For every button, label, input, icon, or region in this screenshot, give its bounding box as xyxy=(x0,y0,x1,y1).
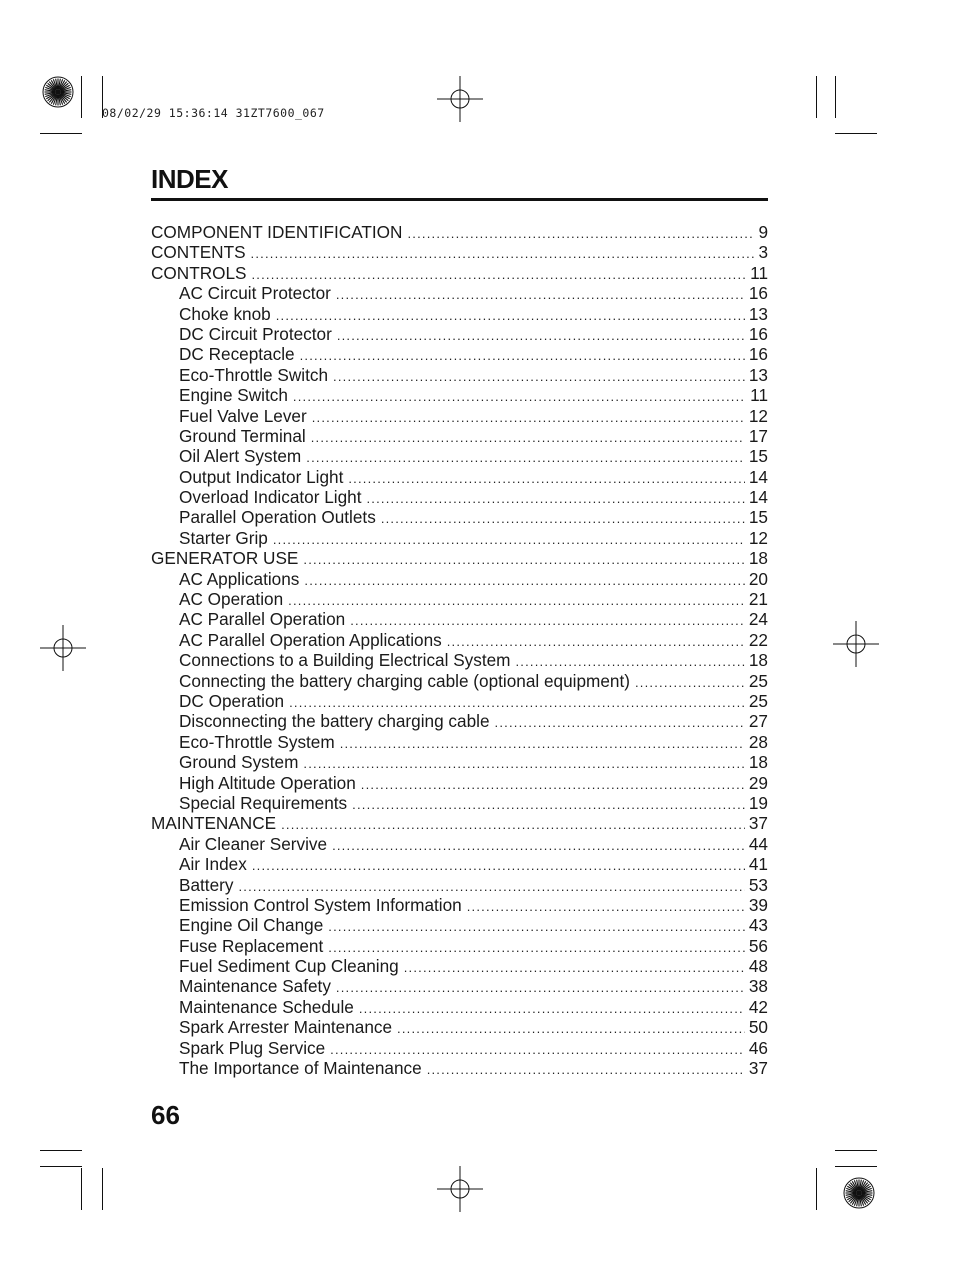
dot-leader xyxy=(300,346,745,366)
crop-mark xyxy=(816,76,817,118)
entry-page-number: 46 xyxy=(748,1037,768,1058)
dot-leader xyxy=(303,550,744,570)
index-subentry xyxy=(151,650,768,670)
dot-leader xyxy=(333,367,745,387)
index-subentry xyxy=(151,589,768,609)
entry-page-number: 15 xyxy=(748,446,768,467)
entry-page-number: 18 xyxy=(748,752,768,773)
starburst-registration-icon xyxy=(843,1177,875,1209)
entry-page-number: 56 xyxy=(748,935,768,956)
entry-label: Ground Terminal xyxy=(179,425,306,446)
entry-label: DC Receptacle xyxy=(179,344,295,365)
entry-page-number: 16 xyxy=(748,283,768,304)
index-subentry xyxy=(151,854,768,874)
index-subentry xyxy=(151,426,768,446)
entry-label: AC Applications xyxy=(179,568,300,589)
dot-leader xyxy=(340,734,745,754)
dot-leader xyxy=(281,815,745,835)
entry-label: Engine Oil Change xyxy=(179,915,324,936)
entry-label: AC Parallel Operation Applications xyxy=(179,629,442,650)
entry-label: Spark Arrester Maintenance xyxy=(179,1017,393,1038)
crop-mark xyxy=(40,1166,82,1167)
starburst-registration-icon xyxy=(42,76,74,108)
entry-page-number: 16 xyxy=(748,323,768,344)
dot-leader xyxy=(352,795,745,815)
entry-page-number: 11 xyxy=(750,385,768,406)
dot-leader xyxy=(348,469,745,489)
index-subentry xyxy=(151,304,768,324)
index-subentry xyxy=(151,569,768,589)
dot-leader xyxy=(289,693,745,713)
dot-leader xyxy=(359,999,745,1019)
crosshair-registration-icon xyxy=(437,1166,483,1212)
dot-leader xyxy=(312,408,745,428)
index-subentry xyxy=(151,1038,768,1058)
dot-leader xyxy=(361,775,745,795)
entry-page-number: 21 xyxy=(748,589,768,610)
entry-label: Special Requirements xyxy=(179,792,348,813)
entry-label: AC Operation xyxy=(179,589,284,610)
crop-mark xyxy=(102,1168,103,1210)
entry-label: AC Parallel Operation xyxy=(179,609,346,630)
entry-page-number: 38 xyxy=(748,976,768,997)
entry-page-number: 12 xyxy=(748,527,768,548)
entry-label: CONTENTS xyxy=(151,242,246,263)
title-divider xyxy=(151,198,768,201)
entry-page-number: 39 xyxy=(748,894,768,915)
entry-label: Emission Control System Information xyxy=(179,894,462,915)
dot-leader xyxy=(252,265,747,285)
index-subentry xyxy=(151,875,768,895)
dot-leader xyxy=(427,1060,745,1080)
entry-label: Fuse Replacement xyxy=(179,935,324,956)
index-subentry xyxy=(151,365,768,385)
entry-page-number: 9 xyxy=(758,222,768,242)
entry-page-number: 13 xyxy=(748,364,768,385)
dot-leader xyxy=(397,1019,745,1039)
dot-leader xyxy=(304,571,744,591)
entry-label: MAINTENANCE xyxy=(151,813,277,834)
index-subentry xyxy=(151,976,768,996)
dot-leader xyxy=(276,306,745,326)
entry-label: Spark Plug Service xyxy=(179,1037,326,1058)
entry-page-number: 14 xyxy=(748,487,768,508)
index-entry xyxy=(151,263,768,283)
entry-label: Output Indicator Light xyxy=(179,466,344,487)
entry-page-number: 25 xyxy=(748,670,768,691)
index-subentry xyxy=(151,956,768,976)
entry-page-number: 15 xyxy=(748,507,768,528)
crop-mark xyxy=(835,1166,877,1167)
index-subentry xyxy=(151,997,768,1017)
index-subentry xyxy=(151,691,768,711)
entry-page-number: 37 xyxy=(748,813,768,834)
dot-leader xyxy=(306,448,745,468)
index-subentry xyxy=(151,936,768,956)
index-subentry xyxy=(151,507,768,527)
page-title: INDEX xyxy=(151,164,228,194)
entry-page-number: 44 xyxy=(748,833,768,854)
dot-leader xyxy=(336,978,745,998)
dot-leader xyxy=(467,897,745,917)
entry-page-number: 19 xyxy=(748,792,768,813)
dot-leader xyxy=(303,754,744,774)
entry-page-number: 53 xyxy=(748,874,768,895)
dot-leader xyxy=(350,611,745,631)
dot-leader xyxy=(337,326,745,346)
entry-page-number: 25 xyxy=(748,690,768,711)
index-subentry xyxy=(151,915,768,935)
entry-page-number: 13 xyxy=(748,303,768,324)
entry-page-number: 16 xyxy=(748,344,768,365)
index-subentry xyxy=(151,773,768,793)
index-subentry xyxy=(151,630,768,650)
index-subentry xyxy=(151,385,768,405)
dot-leader xyxy=(288,591,745,611)
crop-mark xyxy=(81,1168,82,1210)
crosshair-registration-icon xyxy=(833,621,879,667)
dot-leader xyxy=(447,632,745,652)
crop-mark xyxy=(40,133,82,134)
dot-leader xyxy=(311,428,745,448)
crop-mark xyxy=(835,133,877,134)
entry-page-number: 18 xyxy=(748,650,768,671)
print-timestamp: 08/02/29 15:36:14 31ZT7600_067 xyxy=(102,106,325,120)
entry-label: Ground System xyxy=(179,752,299,773)
dot-leader xyxy=(251,244,755,264)
entry-page-number: 22 xyxy=(748,629,768,650)
index-subentry xyxy=(151,895,768,915)
index-subentry xyxy=(151,446,768,466)
entry-label: AC Circuit Protector xyxy=(179,283,331,304)
page-number: 66 xyxy=(151,1100,180,1130)
entry-label: Choke knob xyxy=(179,303,271,324)
index-subentry xyxy=(151,406,768,426)
entry-page-number: 11 xyxy=(750,262,768,283)
entry-label: Maintenance Schedule xyxy=(179,996,354,1017)
index-subentry xyxy=(151,711,768,731)
index-subentry xyxy=(151,344,768,364)
crop-mark xyxy=(81,76,82,118)
index-subentry xyxy=(151,834,768,854)
index-list xyxy=(151,222,768,1078)
dot-leader xyxy=(407,224,754,244)
index-subentry xyxy=(151,324,768,344)
entry-label: CONTROLS xyxy=(151,262,247,283)
crosshair-registration-icon xyxy=(437,76,483,122)
index-subentry xyxy=(151,283,768,303)
dot-leader xyxy=(635,673,745,693)
index-entry xyxy=(151,222,768,242)
entry-label: DC Circuit Protector xyxy=(179,323,332,344)
dot-leader xyxy=(328,938,745,958)
index-subentry xyxy=(151,609,768,629)
entry-page-number: 42 xyxy=(748,996,768,1017)
crop-mark xyxy=(40,1150,82,1151)
crosshair-registration-icon xyxy=(40,625,86,671)
entry-label: Connections to a Building Electrical System xyxy=(179,650,511,671)
dot-leader xyxy=(495,713,745,733)
crop-mark xyxy=(816,1168,817,1210)
index-subentry xyxy=(151,528,768,548)
entry-page-number: 14 xyxy=(748,466,768,487)
entry-label: DC Operation xyxy=(179,690,285,711)
entry-page-number: 20 xyxy=(748,568,768,589)
entry-label: Connecting the battery charging cable (optional equipment) xyxy=(179,670,630,691)
index-subentry xyxy=(151,752,768,772)
entry-label: Engine Switch xyxy=(179,385,288,406)
index-subentry xyxy=(151,793,768,813)
entry-label: Oil Alert System xyxy=(179,446,302,467)
entry-label: Starter Grip xyxy=(179,527,268,548)
entry-page-number: 37 xyxy=(748,1058,768,1079)
entry-label: COMPONENT IDENTIFICATION xyxy=(151,222,403,242)
entry-page-number: 50 xyxy=(748,1017,768,1038)
entry-label: Air Index xyxy=(179,854,247,875)
entry-page-number: 29 xyxy=(748,772,768,793)
index-subentry xyxy=(151,1017,768,1037)
dot-leader xyxy=(366,489,744,509)
index-subentry xyxy=(151,732,768,752)
entry-label: GENERATOR USE xyxy=(151,548,299,569)
entry-label: Disconnecting the battery charging cable xyxy=(179,711,490,732)
entry-page-number: 48 xyxy=(748,956,768,977)
entry-label: Fuel Valve Lever xyxy=(179,405,307,426)
entry-label: Overload Indicator Light xyxy=(179,487,362,508)
entry-page-number: 41 xyxy=(748,854,768,875)
dot-leader xyxy=(381,509,745,529)
dot-leader xyxy=(516,652,745,672)
entry-label: High Altitude Operation xyxy=(179,772,356,793)
entry-page-number: 27 xyxy=(748,711,768,732)
index-entry xyxy=(151,242,768,262)
entry-label: Battery xyxy=(179,874,234,895)
dot-leader xyxy=(330,1040,745,1060)
entry-page-number: 43 xyxy=(748,915,768,936)
entry-label: Air Cleaner Servive xyxy=(179,833,328,854)
dot-leader xyxy=(404,958,745,978)
entry-label: Eco-Throttle System xyxy=(179,731,335,752)
entry-label: Fuel Sediment Cup Cleaning xyxy=(179,956,399,977)
dot-leader xyxy=(336,285,745,305)
entry-label: Maintenance Safety xyxy=(179,976,331,997)
entry-page-number: 3 xyxy=(758,242,768,263)
index-subentry xyxy=(151,467,768,487)
entry-label: Eco-Throttle Switch xyxy=(179,364,329,385)
entry-page-number: 12 xyxy=(748,405,768,426)
entry-page-number: 24 xyxy=(748,609,768,630)
crop-mark xyxy=(835,76,836,118)
entry-page-number: 28 xyxy=(748,731,768,752)
index-entry xyxy=(151,548,768,568)
index-subentry xyxy=(151,1058,768,1078)
index-subentry xyxy=(151,671,768,691)
entry-label: Parallel Operation Outlets xyxy=(179,507,376,528)
entry-label: The Importance of Maintenance xyxy=(179,1058,422,1079)
index-entry xyxy=(151,813,768,833)
dot-leader xyxy=(252,856,745,876)
entry-page-number: 18 xyxy=(748,548,768,569)
dot-leader xyxy=(328,917,745,937)
dot-leader xyxy=(238,877,744,897)
crop-mark xyxy=(835,1150,877,1151)
dot-leader xyxy=(273,530,745,550)
entry-page-number: 17 xyxy=(748,425,768,446)
index-subentry xyxy=(151,487,768,507)
dot-leader xyxy=(332,836,745,856)
dot-leader xyxy=(293,387,746,407)
